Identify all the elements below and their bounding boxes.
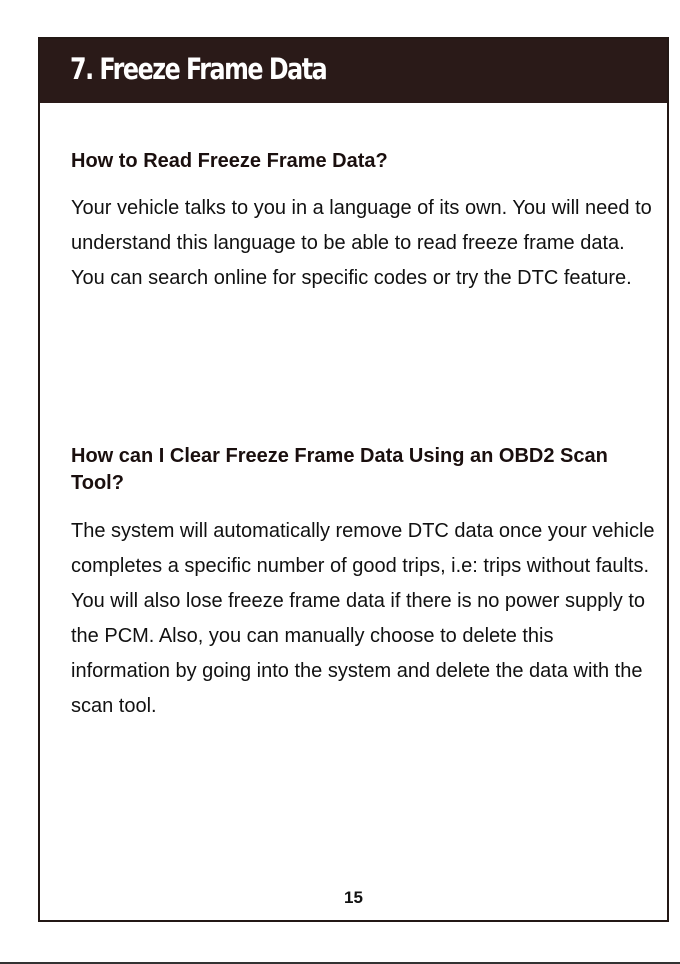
paragraph: You will also lose freeze frame data if there is no power supply to the PCM. Also, you can manually choose to delete this information by going into the system and delete the data with the scan tool. [71, 590, 646, 717]
section-title: 7. Freeze Frame Data [70, 52, 327, 86]
section-heading: How to Read Freeze Frame Data? [71, 150, 388, 172]
paragraph: Your vehicle talks to you in a language of its own. You will need to understand this language to be able to read freeze frame data. [71, 197, 652, 254]
paragraph: The system will automatically remove DTC data once your vehicle completes a specific number of good trips, i.e: trips without faults. [71, 520, 655, 577]
section-header-bar [40, 39, 667, 103]
section-heading: How can I Clear Freeze Frame Data Using an OBD2 Scan Tool? [71, 445, 608, 494]
page-number: 15 [344, 888, 363, 907]
section-read-freeze-frame [71, 148, 656, 296]
page-frame [38, 37, 669, 922]
section-clear-freeze-frame [71, 443, 656, 724]
paragraph: You can search online for specific codes or try the DTC feature. [71, 267, 632, 289]
